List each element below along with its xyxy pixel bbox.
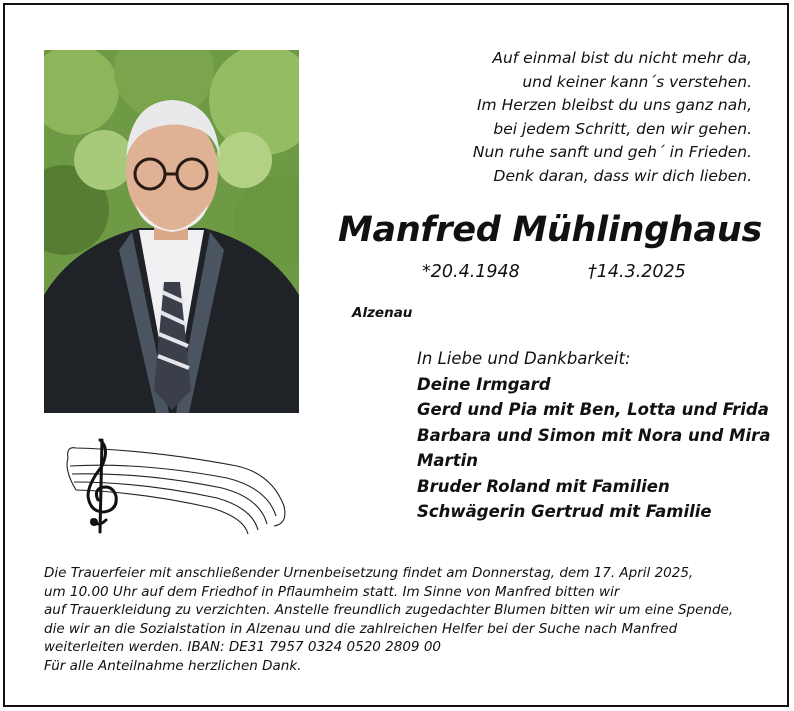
mourner: Gerd und Pia mit Ben, Lotta und Frida: [417, 400, 769, 419]
birth-date: *20.4.1948: [422, 262, 520, 282]
treble-clef-staff-icon: [62, 436, 292, 540]
portrait-photo: [44, 50, 299, 413]
poem-line: Im Herzen bleibst du uns ganz nah,: [476, 96, 752, 114]
notice-line: auf Trauerkleidung zu verzichten. Anstelle freundlich zugedachter Blumen bitten wir um eine Spende,: [44, 602, 734, 619]
mourner: Deine Irmgard: [417, 374, 551, 394]
poem-line: Auf einmal bist du nicht mehr da,: [492, 49, 752, 67]
mourners-list: [417, 346, 770, 525]
notice-line: die wir an die Sozialstation in Alzenau und die zahlreichen Helfer bei der Suche nach Manfred: [44, 620, 678, 637]
poem-line: Nun ruhe sanft und geh´ in Frieden.: [472, 143, 752, 161]
mourner: Barbara und Simon mit Nora und Mira: [417, 425, 771, 445]
mourner: Schwägerin Gertrud mit Familie: [417, 502, 712, 521]
mourner: Martin: [417, 451, 478, 470]
notice-line: Die Trauerfeier mit anschließender Urnenbeisetzung findet am Donnerstag, dem 17. April 2025,: [44, 565, 694, 581]
poem: [352, 47, 752, 188]
notice-line: um 10.00 Uhr auf dem Friedhof in Pflaumheim statt. Im Sinne von Manfred bitten wir: [44, 583, 620, 600]
notice-line: Für alle Anteilnahme herzlichen Dank.: [44, 657, 302, 674]
poem-line: bei jedem Schritt, den wir gehen.: [493, 119, 752, 138]
funeral-notice: [44, 564, 784, 676]
notice-line: weiterleiten werden. IBAN: DE31 7957 0324 0520 2809 00: [44, 639, 441, 656]
mourners-intro: In Liebe und Dankbarkeit:: [417, 349, 631, 368]
mourner: Bruder Roland mit Familien: [417, 476, 670, 496]
deceased-name: Manfred Mühlinghaus: [337, 210, 763, 250]
poem-line: und keiner kann´s verstehen.: [522, 72, 752, 91]
death-date: †14.3.2025: [588, 262, 686, 282]
poem-line: Denk daran, dass wir dich lieben.: [493, 166, 752, 185]
place: Alzenau: [352, 305, 413, 321]
